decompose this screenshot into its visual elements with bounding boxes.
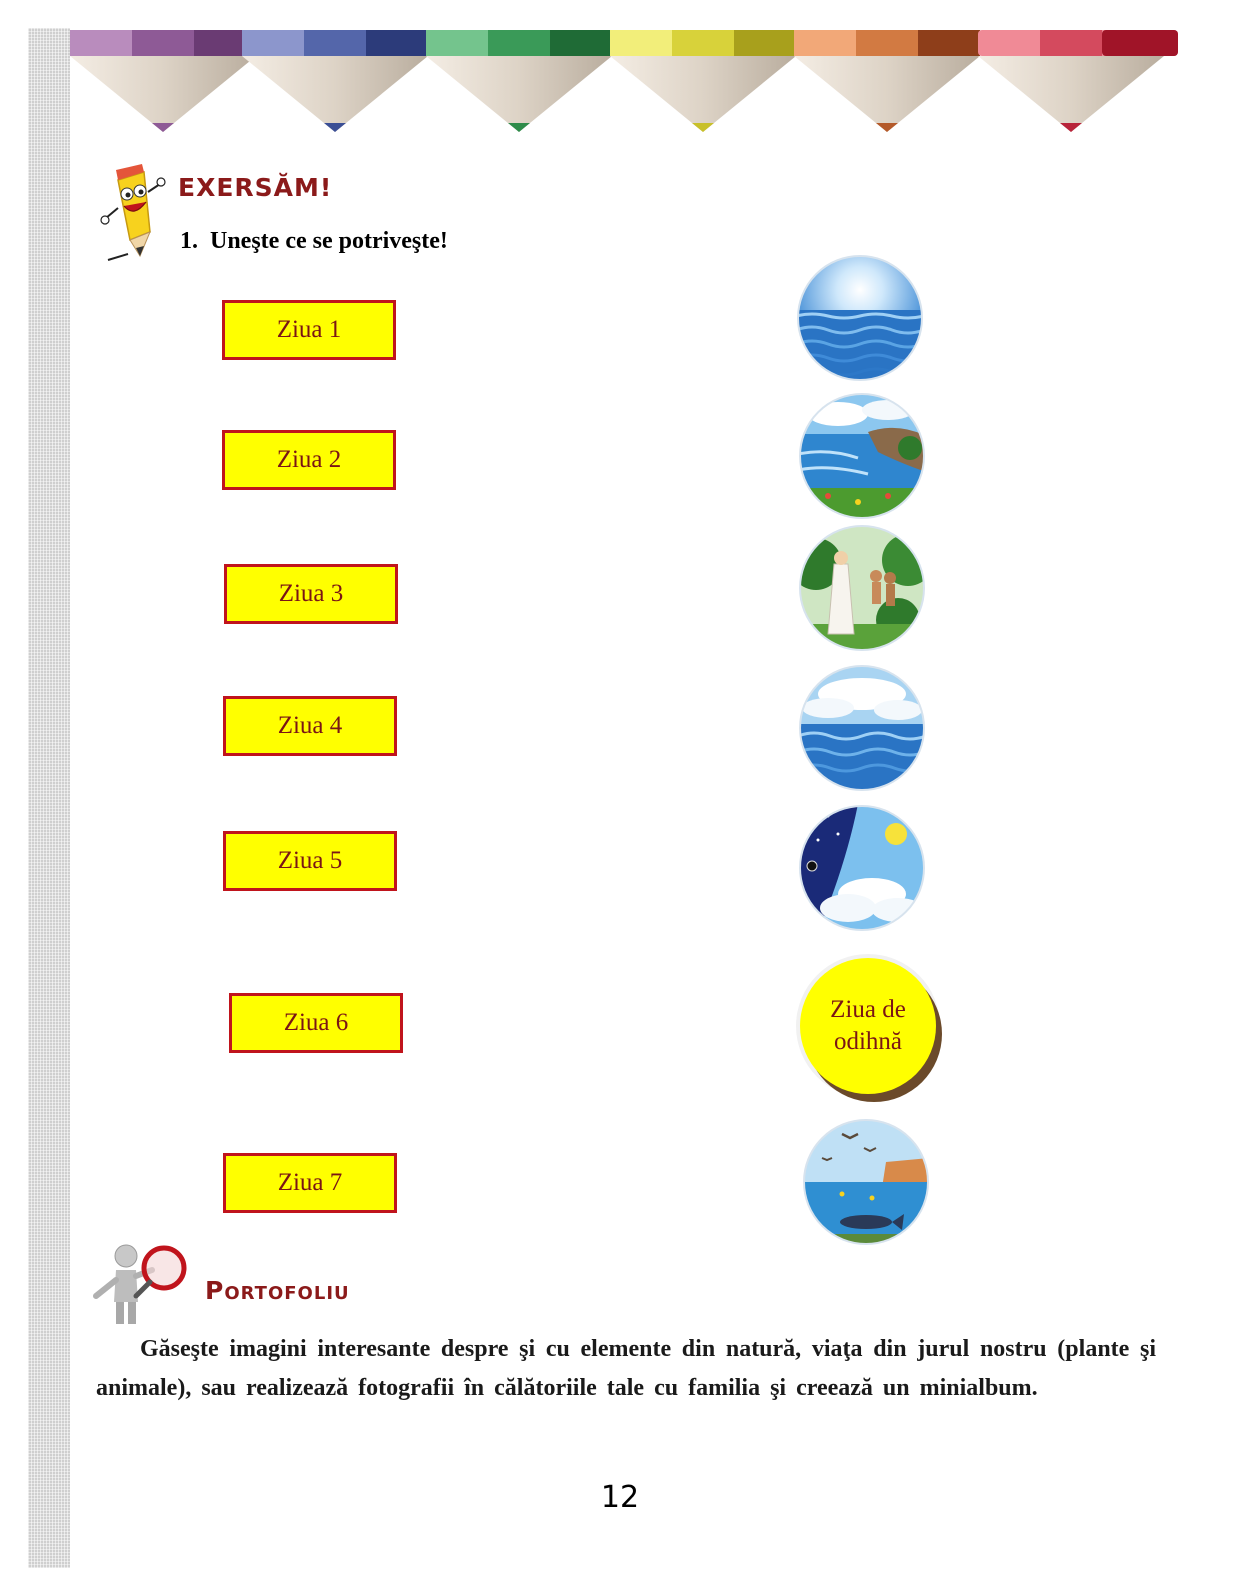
sky-clouds-sea-icon[interactable] [798, 664, 926, 792]
exercise-heading: EXERSĂM! [178, 173, 333, 202]
sun-moon-stars-icon[interactable] [798, 804, 926, 932]
day-3-box[interactable]: Ziua 3 [224, 564, 398, 624]
pencil-yellow-icon [610, 30, 796, 132]
birds-fish-sea-icon[interactable] [802, 1118, 930, 1246]
sea-shore-vegetation-icon[interactable] [798, 392, 926, 520]
pencil-red-icon [978, 30, 1178, 132]
pencil-orange-icon [794, 30, 980, 132]
pencil-mascot-icon [100, 162, 166, 262]
day-6-box[interactable]: Ziua 6 [229, 993, 403, 1053]
pencil-blue-icon [242, 30, 428, 132]
sea-sunrise-icon[interactable] [796, 254, 924, 382]
portfolio-text: Găseşte imagini interesante despre şi cu elemente din natură, viaţa din jurul nostru (plante şi animale), sau realizează fotografii în călătoriile tale cu familia şi creează un minialbum. [96, 1336, 1156, 1401]
instruction-text: Uneşte ce se potriveşte! [210, 228, 448, 254]
day-of-rest-label: Ziua de odihnă [830, 996, 906, 1055]
pencil-green-icon [426, 30, 612, 132]
day-5-box[interactable]: Ziua 5 [223, 831, 397, 891]
day-4-box[interactable]: Ziua 4 [223, 696, 397, 756]
magnifier-figure-icon [92, 1240, 192, 1328]
page-number: 12 [600, 1480, 640, 1515]
exercise-instruction [180, 228, 448, 255]
portfolio-heading: Portofoliu [205, 1276, 350, 1305]
pencil-border-decoration [70, 30, 1182, 138]
day-7-box[interactable]: Ziua 7 [223, 1153, 397, 1213]
side-decorative-strip [28, 28, 70, 1568]
day-of-rest-circle[interactable] [800, 958, 936, 1094]
instruction-number: 1. [180, 228, 198, 254]
garden-people-icon[interactable] [798, 524, 926, 652]
day-2-box[interactable]: Ziua 2 [222, 430, 396, 490]
pencil-purple-icon [70, 30, 256, 132]
day-1-box[interactable]: Ziua 1 [222, 300, 396, 360]
